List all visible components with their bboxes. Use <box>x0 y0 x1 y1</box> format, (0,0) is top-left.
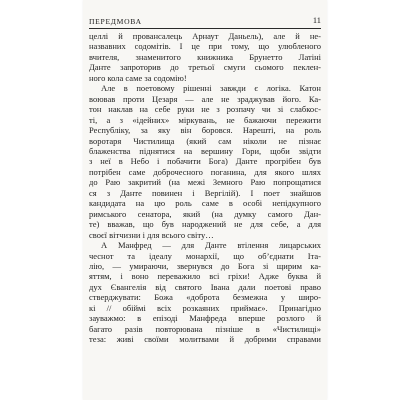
text-line: те) вважав, що був народжений не для себе, а для <box>89 219 321 230</box>
text-line: целлі й провансалець Арнаут Даньель), але й не- <box>89 31 321 41</box>
book-page <box>83 0 327 400</box>
text-line: стверджувати: Божа «доброта безмежна у широ- <box>89 292 321 303</box>
page-number: 11 <box>312 16 321 25</box>
running-header <box>89 16 321 29</box>
text-line: Данте запроторив до третьої смуги сьомого пеклен- <box>89 62 321 73</box>
text-line: ного кола саме за содомію! <box>89 72 187 83</box>
text-line: до Раю закритий (на межі Земного Раю попрощатися <box>89 177 321 188</box>
text-line: блаженства піднятися на вершину Гори, щоби звідти <box>89 145 321 156</box>
paragraph-start: Але в поетовому рішенні завжди є логіка. Катон <box>101 83 321 94</box>
text-line: ся з Данте повинен і Вергілій). І поет знайшов <box>89 187 321 198</box>
body-text <box>89 31 321 345</box>
text-line: яттям, і воно переважило всі гріхи! Адже буква й <box>89 271 321 282</box>
section-title: ПЕРЕДМОВА <box>89 17 142 26</box>
text-line: воював проти Цезаря — але не зраджував його. Ка- <box>89 93 321 104</box>
text-line: багато разів повторювана пізніше в «Чистилищі» <box>89 323 321 334</box>
text-line: лію, — умираючи, звернувся до Бога зі щирим ка- <box>89 260 321 271</box>
text-line: кі // обіймі всіх розкаяних приймає». Принагідно <box>89 302 321 313</box>
text-line: дух Євангелія від святого Івана дали поетові право <box>89 281 321 292</box>
text-line: чеснот та ідеалу монархії, що об’єднати Іта- <box>89 250 321 261</box>
text-line: воротаря Чистилища (який сам ніколи не пізнає <box>89 135 321 146</box>
text-line: теза: живі своїми молитвами й добрими справами <box>89 334 321 345</box>
text-line: римського сенатора, який (на думку самого Дан- <box>89 208 321 219</box>
text-line: ті, а з «ідейних» міркувань, не бажаючи пережити <box>89 114 321 125</box>
text-line: Республіку, за яку він боровся. Нарешті, на роль <box>89 125 321 136</box>
text-line: тон наклав на себе руки не з розпачу чи зі слабкос- <box>89 104 321 115</box>
text-line: зауважмо: в епізоді Манфреда вперше розлого й <box>89 313 321 324</box>
text-line: назвавних содомітів. І це при тому, що улюбленого <box>89 41 321 52</box>
text-line: з неї в Небо і побачити Бога) Данте прогрібен був <box>89 156 321 167</box>
text-line: вчителя, знаменитого книжника Брунетто Латіні <box>89 51 321 62</box>
text-line: потрібен саме доброчесного поганина, для якого шлях <box>89 166 321 177</box>
text-line: кандидата на цю роль саме в особі непідкупного <box>89 198 321 209</box>
text-line: своєї вітчизни і для всього світу… <box>89 229 214 240</box>
paragraph-start: А Манфред — для Данте втілення лицарських <box>101 240 321 251</box>
